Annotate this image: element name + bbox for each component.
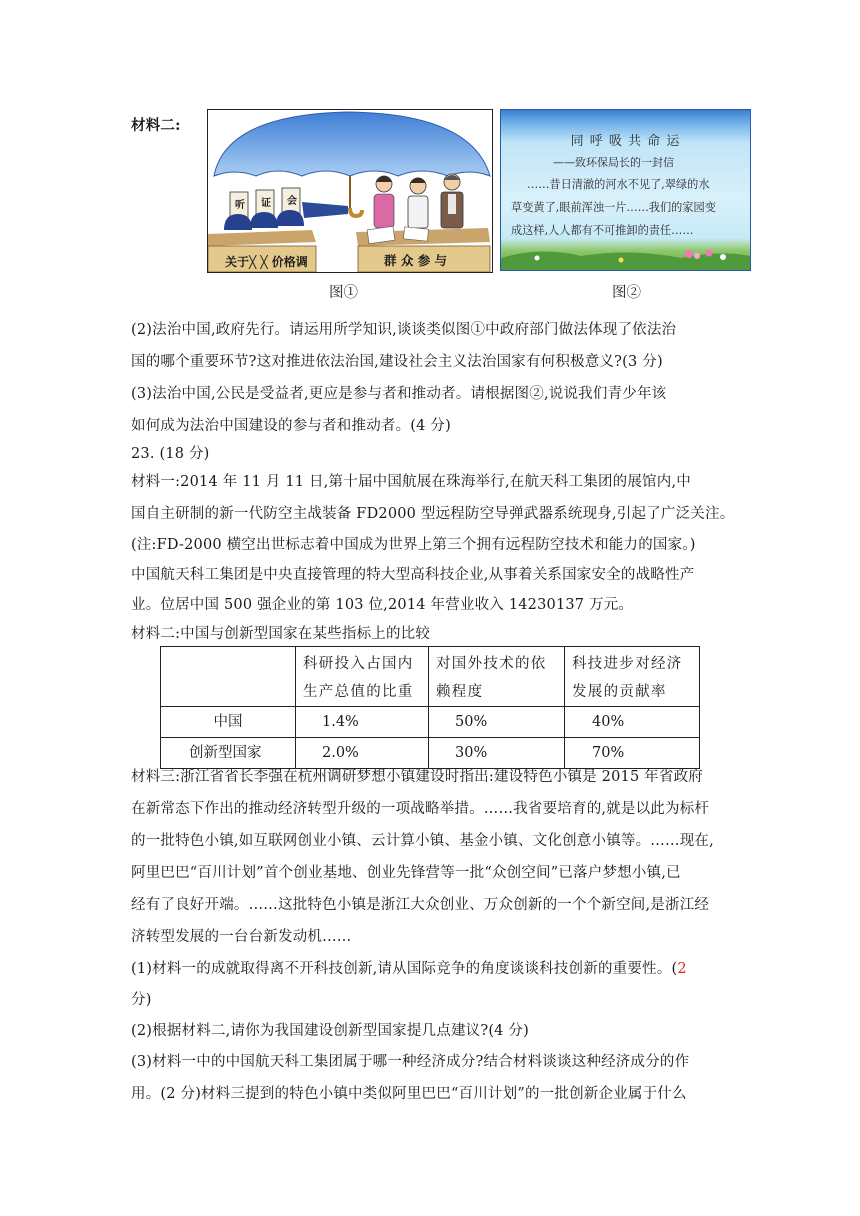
value-cell: 70% — [565, 738, 700, 769]
question-23-header: 23. (18 分) — [131, 446, 210, 462]
sub-question-1-score: 2 — [677, 961, 687, 977]
material-1-line: 中国航天科工集团是中央直接管理的特大型高科技企业,从事着关系国家安全的战略性产 — [131, 567, 695, 583]
question-3-line: 如何成为法治中国建设的参与者和推动者。(4 分) — [131, 418, 451, 434]
value-cell: 2.0% — [296, 738, 429, 769]
sub-question-1-cont: 分) — [131, 992, 152, 1008]
header-text: 生产总值的比重 — [303, 684, 414, 700]
value-cell: 30% — [429, 738, 565, 769]
hearing-board-char: 会 — [287, 196, 297, 207]
umbrella-hearing-drawing — [208, 110, 492, 272]
table-header-cell — [296, 647, 429, 707]
table-header-cell — [565, 647, 700, 707]
comparison-table — [160, 646, 700, 769]
table-corner-cell — [161, 647, 296, 707]
material-3-line: 经有了良好开端。……这批特色小镇是浙江大众创业、万众创新的一个个新空间,是浙江经 — [131, 897, 710, 913]
question-2-line: 国的哪个重要环节?这对推进依法治国,建设社会主义法治国家有何积极意义?(3 分) — [131, 354, 663, 370]
table-header-row — [161, 647, 700, 707]
price-adjustment-banner: 关于╳ ╳ 价格调 — [225, 255, 308, 269]
material-3-line: 的一批特色小镇,如互联网创业小镇、云计算小镇、基金小镇、文化创意小镇等。……现在, — [131, 833, 714, 849]
hearing-board-char: 证 — [261, 198, 271, 209]
letter-subtitle: ——致环保局长的一封信 — [553, 156, 674, 169]
sub-question-3-line: 用。(2 分)材料三提到的特色小镇中类似阿里巴巴“百川计划”的一批创新企业属于什么 — [131, 1086, 687, 1102]
table-row — [161, 738, 700, 769]
material-1-line: (注:FD-2000 横空出世标志着中国成为世界上第三个拥有远程防空技术和能力的国家。) — [131, 537, 696, 553]
table-row — [161, 707, 700, 738]
row-name-cell: 中国 — [161, 707, 296, 738]
question-2-line: (2)法治中国,政府先行。请运用所学知识,谈谈类似图①中政府部门做法体现了依法治 — [131, 322, 677, 338]
figure-2-caption: 图② — [612, 285, 641, 301]
sub-question-3-line: (3)材料一中的中国航天科工集团属于哪一种经济成分?结合材料谈谈这种经济成分的作 — [131, 1054, 690, 1070]
material-2-heading: 材料二:中国与创新型国家在某些指标上的比较 — [131, 626, 431, 642]
value-cell: 50% — [429, 707, 565, 738]
value-cell: 1.4% — [296, 707, 429, 738]
letter-body-line: 草变黄了,眼前浑浊一片……我们的家园变 — [511, 201, 716, 214]
value-cell: 40% — [565, 707, 700, 738]
material-1-line: 业。位居中国 500 强企业的第 103 位,2014 年营业收入 14230137 万元。 — [131, 597, 634, 613]
header-text: 科研投入占国内 — [303, 656, 414, 672]
letter-body-line: ……昔日清澈的河水不见了,翠绿的水 — [527, 178, 710, 191]
material-1-line: 材料一:2014 年 11 月 11 日,第十届中国航展在珠海举行,在航天科工集团的展馆内,中 — [131, 474, 691, 490]
figure-1-hearing-illustration — [207, 109, 493, 273]
material-1-line: 国自主研制的新一代防空主战装备 FD2000 型远程防空导弹武器系统现身,引起了广泛关注。 — [131, 506, 735, 522]
figure-1-caption: 图① — [329, 285, 358, 301]
letter-body-line: 成这样,人人都有不可推卸的责任…… — [511, 224, 694, 237]
material-3-line: 在新常态下作出的推动经济转型升级的一项战略举措。……我省要培育的,就是以此为标杆 — [131, 801, 710, 817]
header-text: 科技进步对经济 — [572, 656, 683, 672]
sub-question-1-line — [131, 957, 687, 978]
table-header-cell — [429, 647, 565, 707]
figure-2-letter-illustration — [500, 109, 751, 271]
header-text: 发展的贡献率 — [572, 684, 667, 700]
public-participation-banner: 群 众 参 与 — [384, 253, 448, 268]
material-3-line: 材料三:浙江省省长李强在杭州调研梦想小镇建设时指出:建设特色小镇是 2015 年省政府 — [131, 769, 703, 785]
row-name-cell: 创新型国家 — [161, 738, 296, 769]
material-3-line: 阿里巴巴“百川计划”首个创业基地、创业先锋营等一批“众创空间”已落户梦想小镇,已 — [131, 865, 681, 881]
hearing-board-char: 听 — [235, 200, 245, 211]
sub-question-1-text: (1)材料一的成就取得离不开科技创新,请从国际竞争的角度谈谈科技创新的重要性。( — [131, 961, 678, 977]
material2-label: 材料二: — [131, 117, 181, 134]
header-text: 对国外技术的依 — [436, 656, 547, 672]
material-3-line: 济转型发展的一台台新发动机…… — [131, 929, 352, 945]
sub-question-2-line: (2)根据材料二,请你为我国建设创新型国家提几点建议?(4 分) — [131, 1023, 529, 1039]
question-3-line: (3)法治中国,公民是受益者,更应是参与者和推动者。请根据图②,说说我们青少年该 — [131, 386, 667, 402]
letter-title: 同 呼 吸 共 命 运 — [570, 134, 681, 149]
header-text: 赖程度 — [436, 684, 484, 700]
